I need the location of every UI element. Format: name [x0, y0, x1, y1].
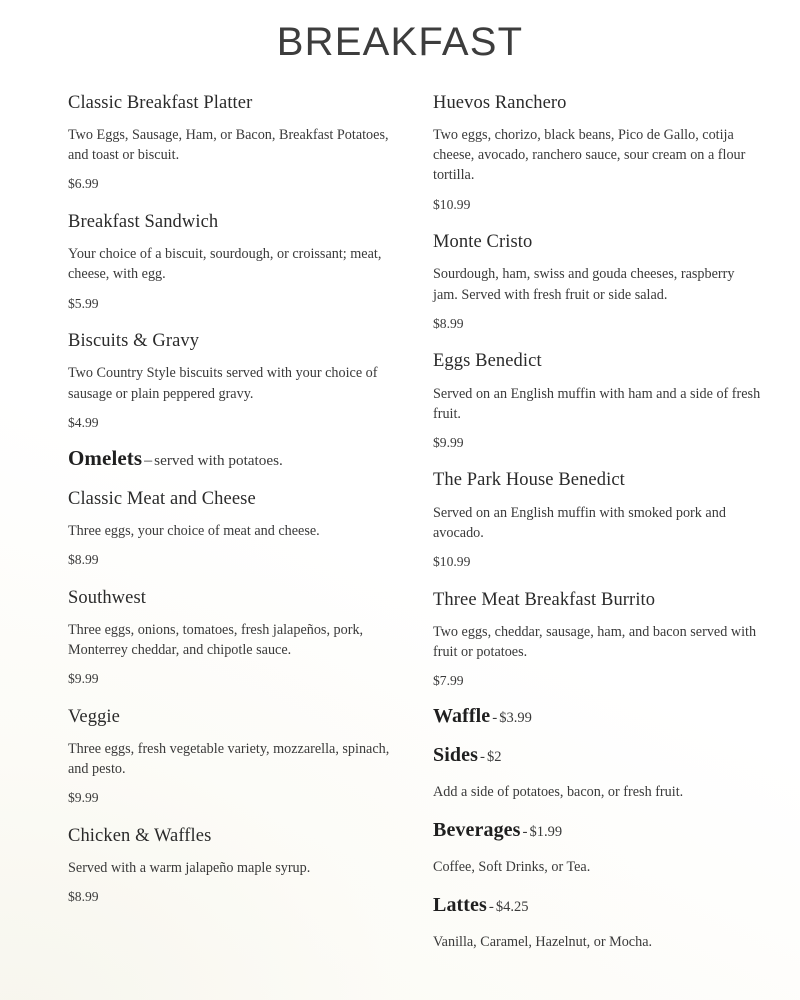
menu-item-name: Classic Meat and Cheese [68, 488, 256, 509]
menu-item-name: Chicken & Waffles [68, 825, 212, 846]
menu-item-price: $10.99 [433, 553, 471, 569]
menu-priced-heading-waffle [433, 704, 761, 729]
menu-item-name: Biscuits & Gravy [68, 331, 200, 352]
menu-item-price: $6.99 [68, 176, 99, 192]
page-title: BREAKFAST [276, 20, 524, 64]
menu-item [68, 587, 393, 688]
menu-priced-price: $2 [486, 748, 502, 765]
menu-item-description: Two eggs, cheddar, sausage, ham, and bacon served with fruit or potatoes. [433, 623, 757, 660]
menu-item-description: Sourdough, ham, swiss and gouda cheeses, raspberry jam. Served with fresh fruit or side salad. [433, 266, 735, 303]
menu-priced-dash: - [522, 823, 528, 840]
menu-section-name: Omelets [68, 446, 143, 471]
menu-priced-note: Coffee, Soft Drinks, or Tea. [433, 858, 591, 875]
menu-item [68, 488, 393, 569]
menu-item-description: Served on an English muffin with smoked pork and avocado. [433, 504, 726, 541]
menu-item-name: Veggie [68, 706, 120, 727]
menu-item-name: Breakfast Sandwich [68, 212, 219, 233]
menu-priced-name: Lattes [433, 894, 487, 917]
menu-item-price: $9.99 [433, 434, 464, 450]
menu-item-description: Served with a warm jalapeño maple syrup. [68, 859, 311, 876]
menu-section-note: served with potatoes. [154, 452, 283, 470]
menu-item-price: $9.99 [68, 670, 99, 686]
menu-item-price: $8.99 [433, 315, 464, 331]
menu-item [68, 706, 393, 807]
menu-priced-name: Waffle [433, 704, 491, 727]
menu-item [433, 92, 761, 213]
menu-section-separator: – [144, 452, 153, 470]
menu-item-description: Your choice of a biscuit, sourdough, or croissant; meat, cheese, with egg. [68, 246, 382, 283]
menu-item-name: The Park House Benedict [433, 470, 625, 491]
menu-item-name: Huevos Ranchero [433, 93, 567, 113]
menu-item-description: Two eggs, chorizo, black beans, Pico de Gallo, cotija cheese, avocado, ranchero sauce, sour cream on a flour tortilla. [433, 127, 746, 184]
menu-priced-note: Vanilla, Caramel, Hazelnut, or Mocha. [433, 934, 653, 951]
menu-columns [0, 92, 800, 968]
menu-item [68, 92, 393, 193]
menu-item-price: $4.99 [68, 414, 99, 430]
menu-item [68, 825, 393, 906]
menu-section-heading-omelets [68, 445, 393, 471]
menu-priced-dash: - [492, 709, 498, 726]
menu-item-price: $5.99 [68, 295, 99, 311]
menu-item-description: Two Country Style biscuits served with your choice of sausage or plain peppered gravy. [68, 365, 378, 402]
menu-item-name: Classic Breakfast Platter [68, 93, 253, 113]
menu-item-name: Eggs Benedict [433, 351, 542, 372]
menu-item-description: Served on an English muffin with ham and a side of fresh fruit. [433, 385, 761, 422]
menu-priced-heading-beverages [433, 818, 761, 843]
menu-priced-heading-lattes [433, 893, 761, 918]
menu-item-name: Three Meat Breakfast Burrito [433, 589, 656, 610]
menu-item [68, 211, 393, 312]
menu-item-name: Monte Cristo [433, 232, 533, 253]
menu-priced-name: Sides [433, 743, 478, 766]
menu-priced-price: $3.99 [499, 709, 532, 726]
menu-item-price: $8.99 [68, 889, 99, 905]
menu-item-price: $7.99 [433, 673, 464, 689]
menu-item [68, 330, 393, 431]
menu-item [433, 589, 761, 690]
menu-priced-dash: - [488, 899, 494, 916]
menu-item [433, 350, 761, 451]
menu-item [433, 231, 761, 332]
menu-item-price: $9.99 [68, 790, 99, 806]
menu-item-price: $10.99 [433, 196, 471, 212]
menu-item [433, 469, 761, 570]
menu-item-description: Three eggs, fresh vegetable variety, mozzarella, spinach, and pesto. [68, 740, 390, 777]
menu-priced-price: $1.99 [529, 823, 563, 840]
menu-title-container [0, 0, 800, 66]
menu-item-description: Two Eggs, Sausage, Ham, or Bacon, Breakfast Potatoes, and toast or biscuit. [68, 127, 389, 164]
menu-priced-name: Beverages [433, 818, 521, 841]
menu-priced-note: Add a side of potatoes, bacon, or fresh fruit. [433, 783, 684, 800]
menu-column-right [433, 92, 761, 968]
menu-priced-dash: - [479, 748, 485, 765]
menu-item-name: Southwest [68, 587, 146, 608]
menu-priced-price: $4.25 [495, 899, 529, 916]
menu-item-price: $8.99 [68, 551, 99, 567]
menu-column-left [68, 92, 393, 924]
menu-item-description: Three eggs, your choice of meat and cheese. [68, 522, 320, 539]
menu-item-description: Three eggs, onions, tomatoes, fresh jalapeños, pork, Monterrey cheddar, and chipotle sauce. [68, 621, 364, 658]
menu-priced-heading-sides [433, 743, 761, 768]
